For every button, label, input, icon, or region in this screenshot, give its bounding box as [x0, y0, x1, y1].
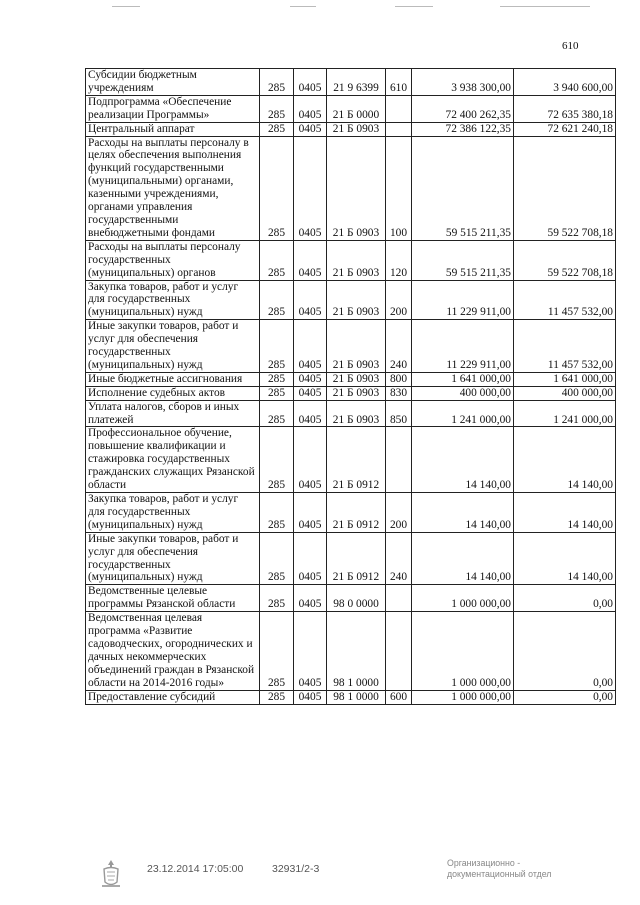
row-amount-2016: 14 140,00 [514, 532, 616, 585]
table-row [86, 400, 616, 427]
row-name: Подпрограмма «Обеспечение реализации Программы» [86, 95, 260, 122]
row-ved: 285 [260, 372, 294, 386]
row-amount-2015: 400 000,00 [412, 386, 514, 400]
row-amount-2016: 0,00 [514, 690, 616, 704]
row-name: Иные закупки товаров, работ и услуг для обеспечения государственных (муниципальных) нужд [86, 320, 260, 373]
table-row [86, 585, 616, 612]
row-amount-2016: 59 522 708,18 [514, 240, 616, 280]
row-rz: 0405 [294, 320, 327, 373]
row-amount-2016: 1 241 000,00 [514, 400, 616, 427]
row-amount-2016: 14 140,00 [514, 493, 616, 533]
row-ved: 285 [260, 280, 294, 320]
row-csr: 21 Б 0903 [327, 386, 386, 400]
row-ved: 285 [260, 493, 294, 533]
row-rz: 0405 [294, 493, 327, 533]
row-rz: 0405 [294, 585, 327, 612]
row-name: Ведомственная целевая программа «Развитие садоводческих, огороднических и дачных некоммерческих объединений граждан в Рязанской области на 2014-2016 годы» [86, 612, 260, 690]
row-name: Расходы на выплаты персоналу государственных (муниципальных) органов [86, 240, 260, 280]
row-name: Субсидии бюджетным учреждениям [86, 69, 260, 96]
row-amount-2016: 0,00 [514, 612, 616, 690]
row-ved: 285 [260, 585, 294, 612]
row-vr: 850 [386, 400, 412, 427]
row-ved: 285 [260, 122, 294, 136]
row-name: Ведомственные целевые программы Рязанской области [86, 585, 260, 612]
row-ved: 285 [260, 386, 294, 400]
row-amount-2015: 14 140,00 [412, 427, 514, 493]
row-csr: 21 Б 0903 [327, 372, 386, 386]
footer-date: 23.12.2014 17:05:00 [147, 863, 244, 875]
page-number: 610 [562, 40, 579, 52]
row-amount-2015: 11 229 911,00 [412, 280, 514, 320]
row-amount-2015: 1 000 000,00 [412, 690, 514, 704]
table-row [86, 320, 616, 373]
row-name: Предоставление субсидий [86, 690, 260, 704]
table-row [86, 612, 616, 690]
row-amount-2015: 1 000 000,00 [412, 612, 514, 690]
row-rz: 0405 [294, 280, 327, 320]
row-ved: 285 [260, 400, 294, 427]
table-row [86, 69, 616, 96]
budget-table [85, 68, 616, 705]
row-vr: 830 [386, 386, 412, 400]
row-name: Исполнение судебных актов [86, 386, 260, 400]
row-csr: 21 Б 0000 [327, 95, 386, 122]
row-amount-2015: 14 140,00 [412, 493, 514, 533]
row-csr: 21 Б 0903 [327, 320, 386, 373]
row-csr: 21 Б 0912 [327, 493, 386, 533]
row-ved: 285 [260, 240, 294, 280]
row-vr [386, 585, 412, 612]
row-name: Центральный аппарат [86, 122, 260, 136]
page-footer [0, 858, 640, 898]
row-amount-2015: 59 515 211,35 [412, 136, 514, 240]
footer-dept-line2: документационный отдел [447, 869, 552, 879]
table-row [86, 427, 616, 493]
footer-dept-line1: Организационно - [447, 858, 521, 868]
scan-top-marks [0, 2, 640, 12]
row-amount-2015: 1 241 000,00 [412, 400, 514, 427]
row-name: Иные бюджетные ассигнования [86, 372, 260, 386]
row-amount-2016: 11 457 532,00 [514, 320, 616, 373]
row-rz: 0405 [294, 69, 327, 96]
row-rz: 0405 [294, 532, 327, 585]
coat-of-arms-icon [98, 858, 124, 890]
row-name: Закупка товаров, работ и услуг для государственных (муниципальных) нужд [86, 493, 260, 533]
row-name: Иные закупки товаров, работ и услуг для обеспечения государственных (муниципальных) нужд [86, 532, 260, 585]
footer-doc-code: 32931/2-3 [272, 863, 320, 875]
table-row [86, 240, 616, 280]
row-csr: 98 1 0000 [327, 612, 386, 690]
row-ved: 285 [260, 320, 294, 373]
row-amount-2016: 11 457 532,00 [514, 280, 616, 320]
row-name: Расходы на выплаты персоналу в целях обеспечения выполнения функций государственными (муниципальными) органами, казенными учреждениями, органами управления государственными внебюджетными фондами [86, 136, 260, 240]
row-rz: 0405 [294, 136, 327, 240]
row-amount-2016: 14 140,00 [514, 427, 616, 493]
row-rz: 0405 [294, 95, 327, 122]
table-row [86, 95, 616, 122]
row-ved: 285 [260, 136, 294, 240]
row-ved: 285 [260, 69, 294, 96]
row-vr: 200 [386, 280, 412, 320]
row-vr: 100 [386, 136, 412, 240]
row-amount-2016: 72 621 240,18 [514, 122, 616, 136]
row-csr: 21 Б 0903 [327, 280, 386, 320]
row-ved: 285 [260, 95, 294, 122]
row-csr: 21 9 6399 [327, 69, 386, 96]
row-name: Закупка товаров, работ и услуг для государственных (муниципальных) нужд [86, 280, 260, 320]
row-amount-2016: 3 940 600,00 [514, 69, 616, 96]
row-rz: 0405 [294, 122, 327, 136]
row-csr: 21 Б 0903 [327, 136, 386, 240]
row-amount-2015: 72 400 262,35 [412, 95, 514, 122]
table-row [86, 136, 616, 240]
row-csr: 21 Б 0912 [327, 427, 386, 493]
row-rz: 0405 [294, 240, 327, 280]
row-vr: 240 [386, 320, 412, 373]
row-csr: 21 Б 0903 [327, 122, 386, 136]
row-ved: 285 [260, 690, 294, 704]
row-vr [386, 427, 412, 493]
row-csr: 98 0 0000 [327, 585, 386, 612]
row-ved: 285 [260, 427, 294, 493]
row-amount-2016: 59 522 708,18 [514, 136, 616, 240]
row-vr: 120 [386, 240, 412, 280]
row-ved: 285 [260, 612, 294, 690]
row-csr: 21 Б 0903 [327, 400, 386, 427]
row-amount-2016: 400 000,00 [514, 386, 616, 400]
row-rz: 0405 [294, 612, 327, 690]
row-amount-2015: 1 000 000,00 [412, 585, 514, 612]
table-row [86, 386, 616, 400]
table-body [86, 69, 616, 705]
row-vr [386, 95, 412, 122]
row-vr [386, 122, 412, 136]
table-row [86, 690, 616, 704]
row-name: Уплата налогов, сборов и иных платежей [86, 400, 260, 427]
table-row [86, 532, 616, 585]
row-name: Профессиональное обучение, повышение квалификации и стажировка государственных гражданских служащих Рязанской области [86, 427, 260, 493]
row-rz: 0405 [294, 400, 327, 427]
row-amount-2015: 11 229 911,00 [412, 320, 514, 373]
row-amount-2016: 72 635 380,18 [514, 95, 616, 122]
table-row [86, 280, 616, 320]
row-rz: 0405 [294, 427, 327, 493]
row-csr: 98 1 0000 [327, 690, 386, 704]
row-csr: 21 Б 0903 [327, 240, 386, 280]
row-amount-2015: 59 515 211,35 [412, 240, 514, 280]
row-vr: 240 [386, 532, 412, 585]
row-rz: 0405 [294, 372, 327, 386]
row-vr: 610 [386, 69, 412, 96]
table-row [86, 493, 616, 533]
footer-department [447, 858, 577, 880]
row-amount-2015: 3 938 300,00 [412, 69, 514, 96]
row-amount-2015: 14 140,00 [412, 532, 514, 585]
row-vr [386, 612, 412, 690]
row-vr: 200 [386, 493, 412, 533]
row-rz: 0405 [294, 690, 327, 704]
row-rz: 0405 [294, 386, 327, 400]
row-amount-2016: 0,00 [514, 585, 616, 612]
row-amount-2015: 1 641 000,00 [412, 372, 514, 386]
row-amount-2015: 72 386 122,35 [412, 122, 514, 136]
row-vr: 800 [386, 372, 412, 386]
row-csr: 21 Б 0912 [327, 532, 386, 585]
row-vr: 600 [386, 690, 412, 704]
row-amount-2016: 1 641 000,00 [514, 372, 616, 386]
table-row [86, 122, 616, 136]
table-row [86, 372, 616, 386]
row-ved: 285 [260, 532, 294, 585]
